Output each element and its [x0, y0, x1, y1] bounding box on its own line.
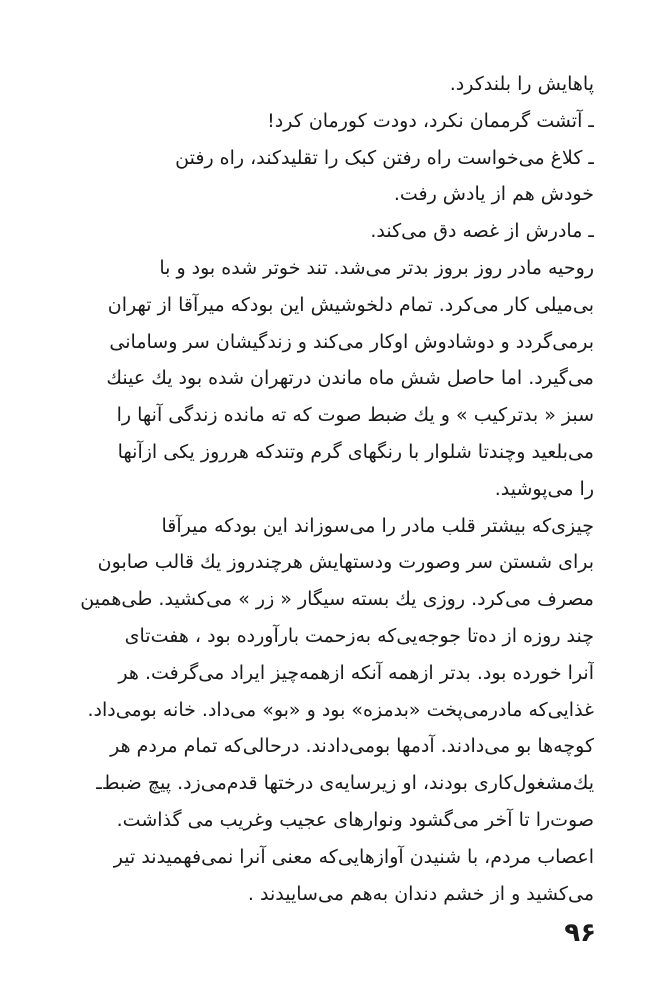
- text-line: پاهایش را بلندکرد.: [449, 73, 594, 95]
- text-line: می‌کشید و از خشم دندان به‌هم می‌ساییدند .: [247, 882, 594, 905]
- text-line: خودش هم از یادش رفت.: [393, 183, 594, 206]
- paragraph-first-line: چیزی‌که بیشتر قلب مادر را می‌سوزاند این بودکه میرآقا: [161, 514, 594, 537]
- text-line: اعصاب مردم، با شنیدن آوازهایی‌که معنی آنرا نمی‌فهمیدند تیر: [113, 845, 594, 868]
- text-line: سبز « بدترکیب » و یك ضبط صوت که ته مانده زندگی آنها را: [116, 404, 594, 427]
- text-line: را می‌پوشید.: [494, 477, 594, 500]
- dialogue-line: ـ مادرش از غصه دق می‌کند.: [370, 220, 594, 243]
- text-line: مصرف می‌کرد. روزی یك بسته سیگار « زر » می‌کشید. طی‌همین: [80, 588, 594, 611]
- text-line: یك‌مشغول‌کاری بودند، او زیرسایه‌ی درختها قدم‌می‌زد. پیچ ضبط‌ـ: [96, 772, 594, 795]
- text-line: کوچه‌ها بو می‌دادند. آدمها بومی‌دادند. درحالی‌که تمام مردم هر: [110, 735, 594, 758]
- paragraph-first-line: روحیه مادر روز بروز بدتر می‌شد. تند خوتر شده بود و با: [159, 256, 594, 279]
- text-line: می‌گیرد. اما حاصل شش ماه ماندن درتهران شده بود یك عینك: [106, 367, 594, 390]
- text-line: چند روزه از ده‌تا جوجه‌یی‌که به‌زحمت بارآورده بود ، هفت‌تای: [124, 624, 594, 647]
- text-line: می‌بلعید وچندتا شلوار با رنگهای گرم وتندکه هرروز یکی ازآنها: [117, 440, 594, 463]
- dialogue-line: ـ کلاغ می‌خواست راه رفتن کبک را تقلیدکند، راه رفتن: [175, 146, 594, 169]
- body-text: [70, 66, 594, 912]
- page-number: ۹۶: [564, 918, 596, 948]
- text-line: بی‌میلی کار می‌کرد. تمام دلخوشیش این بودکه میرآقا از تهران: [107, 293, 594, 316]
- text-line: آنرا خورده بود. بدتر ازهمه آنکه ازهمه‌چیز ایراد می‌گرفت. هر: [118, 661, 594, 684]
- text-line: صوت‌را تا آخر می‌گشود ونوارهای عجیب وغریب می گذاشت.: [116, 808, 594, 831]
- dialogue-line: ـ آتشت گرممان نکرد، دودت کورمان کرد!: [267, 109, 594, 132]
- text-line: غذایی‌که مادرمی‌پخت «بدمزه» بود و «بو» می‌داد. خانه بومی‌داد.: [87, 698, 594, 721]
- text-line: برای شستن سر وصورت ودستهایش هرچندروز یك قالب صابون: [97, 551, 594, 574]
- text-line: برمی‌گردد و دوشادوش اوکار می‌کند و زندگیشان سر وسامانی: [109, 330, 594, 353]
